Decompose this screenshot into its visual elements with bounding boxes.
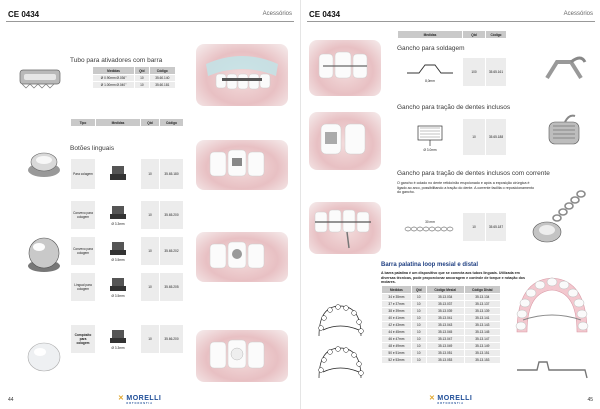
table-row: 50 e 51mm 10 35.13.051 35.13.151 — [382, 350, 501, 357]
chain-hook-table — [397, 212, 507, 242]
chain-diagram-icon — [403, 224, 457, 234]
col-qtd: Qtd — [135, 67, 149, 75]
button-diagram-icon — [108, 164, 128, 184]
col-codigo: Código — [149, 67, 175, 75]
table-row: Lingual para colagem Ø 3.5mm 10 35.65.205 — [71, 273, 184, 302]
category-label: Acessórios — [262, 11, 292, 17]
hook-table-header: Medidas Qtd Código — [397, 30, 507, 39]
table-row: 34 e 35mm 10 35.13.034 35.13.134 — [382, 294, 501, 301]
button-diagram-icon — [108, 328, 128, 346]
section-title-impacted-hook: Gancho para tração de dentes inclusos — [397, 104, 511, 111]
lingual-button-image-1 — [26, 150, 62, 180]
photo-activator-mouth — [196, 44, 288, 106]
chain-hook-description: O gancho é colado no dente retido/não erupcionado e após a exposição cirúrgica é ligado ao arco, possibilitando a tração do dente. A corrente facilita o reposicionamento do gancho. — [397, 181, 535, 194]
page-number-right: 45 — [587, 397, 593, 403]
ce-mark: CE 0434 — [309, 10, 341, 19]
table-row: Ø 1.00mm Ø.040" 10 35.60.181 — [93, 82, 176, 89]
ce-mark: CE 0434 — [8, 10, 40, 19]
morelli-logo-left: ✕ MORELLI ORTODONTIA — [118, 395, 162, 405]
button-diagram-icon — [108, 276, 128, 294]
section-title-chain-hook: Gancho para tração de dentes inclusos com corrente — [397, 170, 550, 177]
table-row: 46 e 47mm 10 35.13.047 35.13.147 — [382, 336, 501, 343]
impacted-hook-table — [397, 118, 507, 156]
palatal-bar-description: A barra palatina é um dispositivo que se conecta aos tubos linguais. Utilizada em diversas técnicas, pode proporcionar ancoragem e controle de torque e rotação dos molares. — [381, 271, 525, 284]
buttons-table — [70, 158, 184, 354]
table-row: Compósito para colagem Ø 3.3mm 10 35.66.200 — [71, 325, 184, 354]
table-row: 48 e 49mm 10 35.13.049 35.13.149 — [382, 343, 501, 350]
page-number-left: 44 — [8, 397, 14, 403]
x-logo-icon: ✕ — [429, 395, 436, 402]
section-title-tube: Tubo para ativadores com barra — [70, 57, 163, 64]
x-logo-icon: ✕ — [118, 395, 125, 402]
table-row: 52 e 53mm 10 35.13.053 35.13.153 — [382, 357, 501, 364]
palatal-bar-table: Medidas Qtd Código Mesial Código Distal 34 e 35mm 10 35.13.034 35.13.134 37 e 37mm 10 35.13.037 35.13.137 38 e 39mm 10 35.13.039 35.13.139 40 e 41mm 10 35.13.041 35.13.141 42 e 43mm 10 35.13.043 35.13.143 44 e 45mm 10 35.13.045 35.13.145 46 e 47mm 10 35.13.047 35.13.147 48 e 49mm 10 35.13.049 35.13.149 50 e 51mm 10 35.13.051 35.13.151 52 e 53mm 10 35.13.053 35.13.153 — [381, 285, 501, 364]
category-label: Acessórios — [563, 11, 593, 17]
solder-hook-table — [397, 57, 507, 87]
section-title-buttons: Botões linguais — [70, 145, 115, 152]
table-row: 37 e 37mm 10 35.13.037 35.13.137 — [382, 301, 501, 308]
button-diagram-icon — [108, 204, 128, 222]
photo-composite-button — [196, 330, 288, 382]
table-row: 8,0mm 100 35.65.161 — [398, 58, 507, 87]
table-row: 30 mm 10 35.65.187 — [398, 213, 507, 242]
chain-hook-image — [529, 186, 591, 250]
table-row: Ø 3.0mm 10 35.65.188 — [398, 119, 507, 156]
palatal-bar-model-image — [507, 270, 597, 386]
table-row: 40 e 41mm 10 35.13.041 35.13.141 — [382, 315, 501, 322]
table-row: 44 e 45mm 10 35.13.045 35.13.145 — [382, 329, 501, 336]
photo-impacted-hook — [309, 112, 381, 170]
solder-hook-image — [541, 52, 591, 84]
lingual-button-image-2 — [26, 236, 62, 274]
table-row: Convexo para colagem Ø 3.5mm 10 35.65.202 — [71, 237, 184, 266]
col-medidas: Medidas — [93, 67, 135, 75]
tube-table — [92, 66, 176, 89]
composite-button-image — [26, 340, 62, 374]
morelli-logo-right: ✕ MORELLI ORTODONTIA — [429, 395, 473, 405]
table-row: Ø 0.90mm Ø.036" 10 35.60.140 — [93, 75, 176, 82]
button-diagram-icon — [108, 240, 128, 258]
section-title-palatal-bar: Barra palatina loop mesial e distal — [381, 262, 479, 268]
table-row: 38 e 39mm 10 35.13.039 35.13.139 — [382, 308, 501, 315]
left-header — [6, 10, 294, 22]
solder-hook-diagram-icon — [405, 61, 455, 79]
impacted-hook-image — [543, 112, 587, 152]
photo-lingual-button-2 — [196, 232, 288, 282]
right-header — [307, 10, 595, 22]
photo-solder-hook — [309, 40, 381, 96]
section-title-solder-hook: Gancho para soldagem — [397, 45, 465, 52]
table-row: Convexo para colagem Ø 3.3mm 10 35.65.200 — [71, 201, 184, 230]
table-row: Para colagem 10 35.65.180 — [71, 159, 184, 190]
impacted-hook-diagram-icon — [410, 122, 450, 148]
table-row: 42 e 43mm 10 35.13.043 35.13.143 — [382, 322, 501, 329]
buttons-table-header: Tipo Medidas Qtd Código — [70, 118, 184, 127]
palatal-bar-arch-diagrams — [311, 300, 369, 384]
activator-tube-image — [18, 66, 64, 90]
photo-chain-hook — [309, 202, 381, 254]
right-page — [300, 0, 600, 409]
photo-lingual-button-1 — [196, 140, 288, 190]
